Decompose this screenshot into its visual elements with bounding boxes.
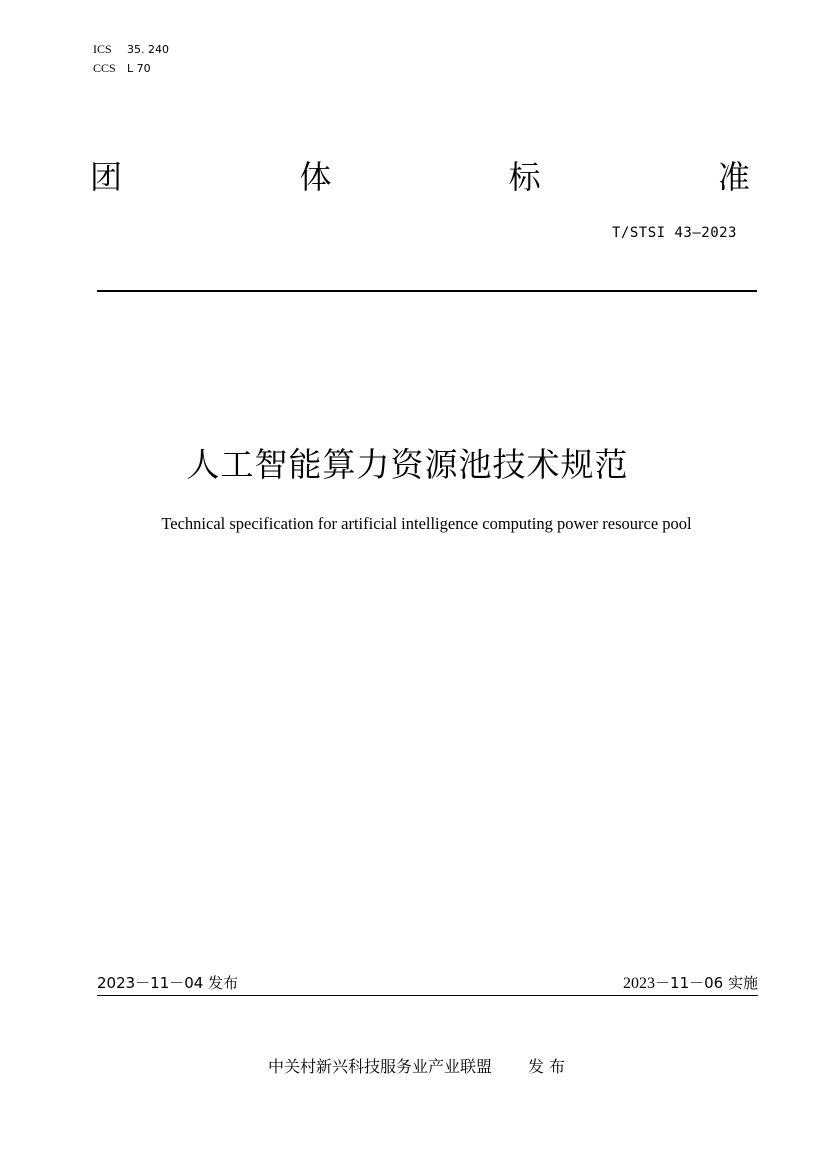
document-title-english: Technical specification for artificial intelligence computing power resource pool bbox=[161, 514, 692, 533]
standard-type-char: 标 bbox=[508, 158, 541, 196]
standard-type-char: 团 bbox=[90, 158, 123, 196]
header-divider bbox=[97, 290, 757, 292]
implementation-date bbox=[623, 972, 758, 993]
ics-row bbox=[93, 40, 169, 59]
ics-label: ICS bbox=[93, 42, 112, 56]
footer-divider bbox=[97, 995, 758, 996]
ics-value: 35. 240 bbox=[127, 43, 169, 56]
publisher-name: 中关村新兴科技服务业产业联盟 bbox=[267, 1057, 492, 1076]
standard-type-char: 体 bbox=[299, 158, 332, 196]
classification-codes bbox=[93, 40, 169, 78]
document-title-chinese: 人工智能算力资源池技术规范 bbox=[186, 445, 629, 484]
ccs-value: L 70 bbox=[127, 62, 151, 75]
implementation-year: 2023 bbox=[623, 975, 656, 992]
ccs-label: CCS bbox=[93, 61, 116, 75]
publisher-line bbox=[0, 1054, 815, 1077]
issue-date: 2023－11－04 发布 bbox=[97, 974, 239, 992]
standard-type-heading bbox=[90, 155, 750, 199]
publisher-action: 发 布 bbox=[527, 1057, 566, 1076]
implementation-date-rest: －11－06 实施 bbox=[655, 974, 758, 992]
standard-type-char: 准 bbox=[717, 158, 750, 196]
standard-number: T/STSI 43—2023 bbox=[611, 225, 737, 241]
ccs-row bbox=[93, 59, 169, 78]
